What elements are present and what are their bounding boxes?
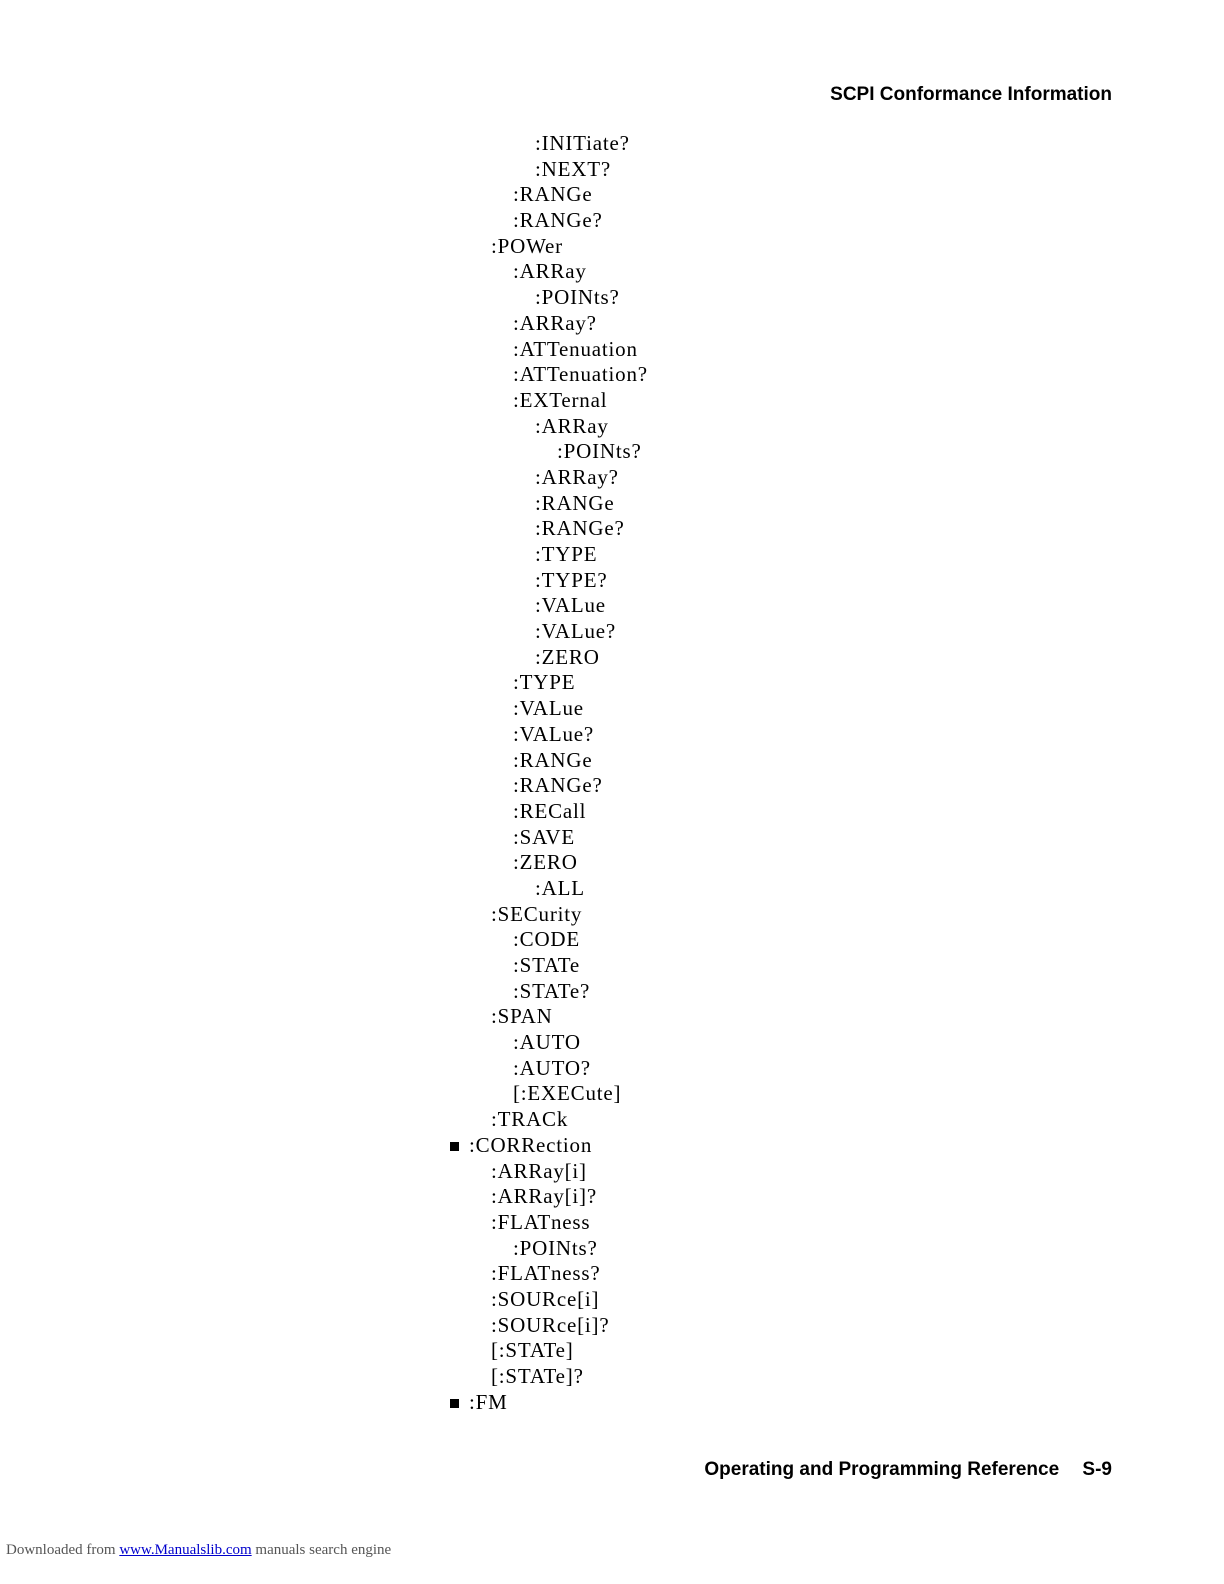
- footer-section-title: Operating and Programming Reference: [704, 1459, 1060, 1480]
- tree-item: [445, 234, 648, 260]
- tree-item: [445, 1004, 648, 1030]
- manualslib-link[interactable]: www.Manualslib.com: [119, 1542, 252, 1558]
- running-footer: [704, 1459, 1112, 1481]
- tree-item: [445, 722, 648, 748]
- tree-item-label: :SECurity: [491, 901, 583, 926]
- tree-item-label: :AUTO: [513, 1030, 581, 1055]
- tree-item-label: :TYPE: [535, 542, 598, 566]
- tree-item-label: :FM: [469, 1389, 508, 1414]
- tree-item-label: :STATe?: [513, 978, 591, 1003]
- tree-item: [445, 259, 648, 285]
- tree-item-label: :POINts?: [513, 1235, 598, 1260]
- tree-item-label: :SPAN: [491, 1004, 553, 1029]
- tree-item-label: :RANGe: [513, 747, 593, 772]
- tree-item: [445, 1081, 648, 1107]
- tree-item: [445, 388, 648, 414]
- tree-item: [445, 311, 648, 337]
- tree-item: [445, 1159, 648, 1185]
- tree-item-label: :POINts?: [535, 285, 620, 310]
- tree-item: [445, 696, 648, 722]
- tree-item-label: :VALue?: [535, 619, 617, 644]
- tree-item: [445, 542, 648, 568]
- tree-item-label: :CORRection: [469, 1132, 593, 1157]
- tree-item: [445, 876, 648, 902]
- tree-item-label: :ARRay[i]: [491, 1158, 587, 1183]
- tree-item-label: :RECall: [513, 798, 587, 823]
- tree-item-label: :CODE: [513, 927, 580, 952]
- tree-item: [445, 1107, 648, 1133]
- tree-item: [445, 645, 648, 671]
- tree-item: [445, 1338, 648, 1364]
- tree-item: [445, 516, 648, 542]
- tree-item: [445, 748, 648, 774]
- tree-item: [445, 1056, 648, 1082]
- tree-item-label: :SOURce[i]: [491, 1286, 600, 1311]
- tree-item-label: :RANGe: [535, 490, 615, 515]
- tree-item-label: :ARRay: [535, 413, 609, 438]
- tree-item: [445, 182, 648, 208]
- tree-item-label: :ATTenuation: [513, 336, 638, 361]
- tree-item: [445, 131, 648, 157]
- tree-item: [445, 927, 648, 953]
- tree-item: [445, 1030, 648, 1056]
- tree-item: [445, 902, 648, 928]
- tree-item: [445, 1184, 648, 1210]
- tree-item-label: :VALue: [513, 696, 584, 721]
- tree-item: [445, 491, 648, 517]
- tree-item-label: :SAVE: [513, 824, 575, 849]
- tree-item: [445, 414, 648, 440]
- tree-item: [445, 825, 648, 851]
- tree-item-label: :POWer: [491, 233, 563, 258]
- tree-item-label: :ZERO: [513, 850, 578, 875]
- tree-item-label: :ATTenuation?: [513, 362, 648, 387]
- tree-item: [445, 1390, 648, 1416]
- command-tree: [445, 131, 648, 1415]
- tree-item: [445, 439, 648, 465]
- tree-item-label: :TRACk: [491, 1107, 569, 1132]
- download-prefix: Downloaded from: [6, 1542, 116, 1558]
- tree-item-label: :VALue: [535, 593, 606, 618]
- tree-item: [445, 568, 648, 594]
- tree-item-label: :ARRay: [513, 259, 587, 284]
- tree-item: [445, 979, 648, 1005]
- tree-item-label: :RANGe: [513, 182, 593, 207]
- tree-item-label: :ALL: [535, 875, 585, 900]
- tree-item-label: :INITiate?: [535, 131, 630, 155]
- tree-item-label: :TYPE?: [535, 567, 608, 592]
- tree-item-label: :FLATness?: [491, 1261, 601, 1286]
- square-bullet-icon: [450, 1142, 459, 1151]
- tree-item: [445, 1313, 648, 1339]
- tree-item: [445, 285, 648, 311]
- tree-item: [445, 799, 648, 825]
- tree-item: [445, 670, 648, 696]
- download-suffix: manuals search engine: [255, 1542, 392, 1558]
- page-number: S-9: [1082, 1459, 1112, 1480]
- tree-item: [445, 619, 648, 645]
- tree-item-label: :TYPE: [513, 670, 576, 695]
- tree-item-label: :ZERO: [535, 644, 600, 669]
- tree-item: [445, 337, 648, 363]
- tree-item-label: :AUTO?: [513, 1055, 591, 1080]
- tree-item-label: [:EXECute]: [513, 1081, 622, 1106]
- tree-item-label: :FLATness: [491, 1209, 591, 1234]
- tree-item: [445, 1133, 648, 1159]
- tree-item: [445, 1364, 648, 1390]
- tree-item: [445, 465, 648, 491]
- tree-item-label: :ARRay[i]?: [491, 1184, 597, 1209]
- tree-item-label: :STATe: [513, 953, 580, 977]
- tree-item-label: :EXTernal: [513, 387, 608, 412]
- tree-item: [445, 1261, 648, 1287]
- tree-item-label: :RANGe?: [513, 208, 603, 233]
- tree-item-label: [:STATe]: [491, 1338, 574, 1363]
- tree-item: [445, 362, 648, 388]
- tree-item: [445, 1236, 648, 1262]
- tree-item-label: :RANGe?: [513, 773, 603, 798]
- tree-item-label: :SOURce[i]?: [491, 1312, 610, 1337]
- tree-item: [445, 208, 648, 234]
- tree-item-label: :ARRay?: [535, 464, 619, 489]
- tree-item: [445, 1287, 648, 1313]
- tree-item-label: :VALue?: [513, 721, 595, 746]
- tree-item: [445, 1210, 648, 1236]
- tree-item: [445, 773, 648, 799]
- tree-item-label: :ARRay?: [513, 310, 597, 335]
- running-header: SCPI Conformance Information: [830, 84, 1112, 105]
- square-bullet-icon: [450, 1399, 459, 1408]
- tree-item: [445, 953, 648, 979]
- tree-item-label: :NEXT?: [535, 156, 611, 181]
- tree-item: [445, 850, 648, 876]
- tree-item-label: :RANGe?: [535, 516, 625, 541]
- tree-item-label: :POINts?: [557, 439, 642, 464]
- tree-item-label: [:STATe]?: [491, 1364, 584, 1388]
- tree-item: [445, 157, 648, 183]
- tree-item: [445, 593, 648, 619]
- download-note: [6, 1542, 391, 1559]
